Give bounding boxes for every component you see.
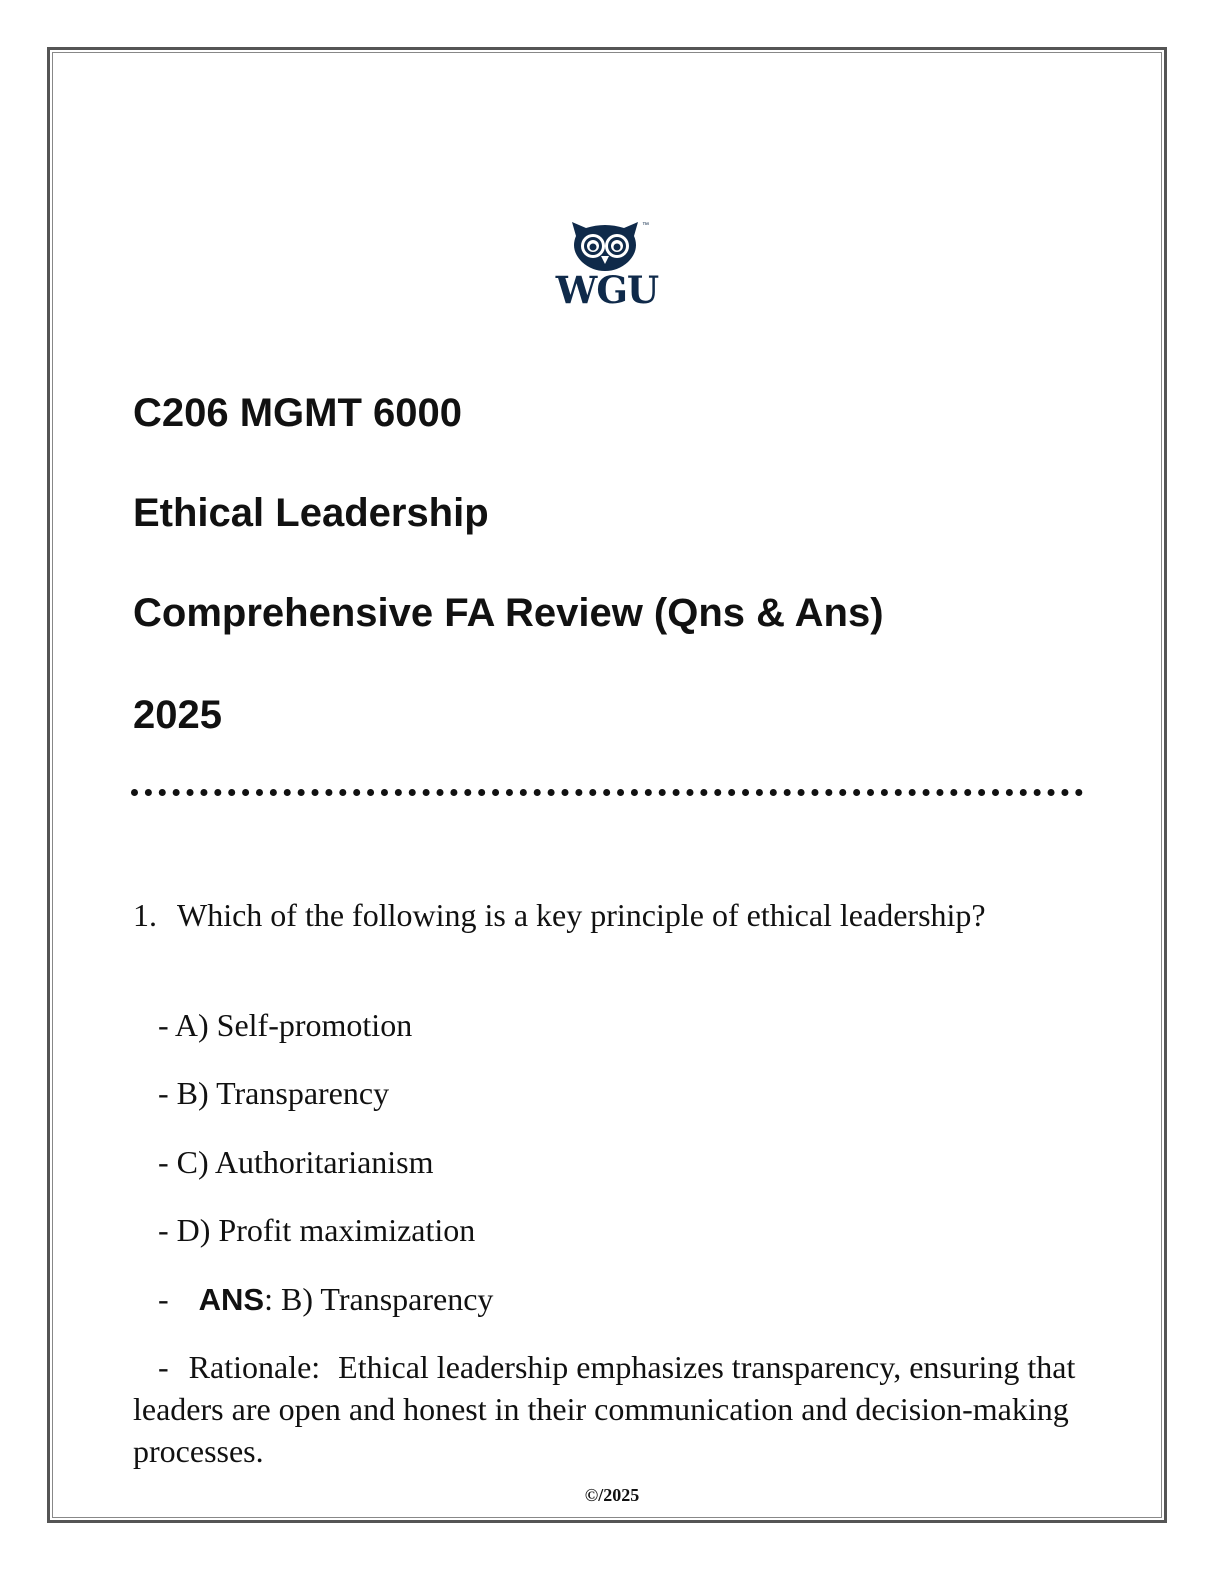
answer-text: : B) Transparency <box>264 1281 494 1317</box>
question-prompt: Which of the following is a key principle of ethical leadership? <box>177 897 986 933</box>
question-number: 1. <box>133 897 157 933</box>
course-code-heading: C206 MGMT 6000 <box>133 391 463 435</box>
document-type-heading: Comprehensive FA Review (Qns & Ans) <box>133 591 884 635</box>
trademark-symbol: ™ <box>642 222 649 229</box>
answer-label: ANS <box>198 1282 265 1317</box>
logo-wordmark: WGU <box>555 268 659 312</box>
rationale-paragraph <box>133 1346 1093 1472</box>
year-heading: 2025 <box>133 693 222 737</box>
question-text <box>133 894 1093 936</box>
course-name-heading: Ethical Leadership <box>133 491 489 535</box>
copyright-footer: ©/2025 <box>584 1485 640 1505</box>
rationale-text: Ethical leadership emphasizes transparency, ensuring that leaders are open and honest in their communication and decision-making processes. <box>133 1349 1076 1469</box>
dotted-divider <box>131 789 1083 796</box>
option-a: - A) Self-promotion <box>158 1007 413 1043</box>
option-d: - D) Profit maximization <box>158 1212 476 1248</box>
option-b: - B) Transparency <box>158 1075 390 1111</box>
option-c: - C) Authoritarianism <box>158 1144 434 1180</box>
rationale-label: Rationale: <box>188 1349 321 1385</box>
wgu-logo <box>552 218 662 314</box>
answer-line <box>158 1278 493 1321</box>
owl-icon <box>568 218 642 272</box>
rationale-dash: - <box>158 1349 169 1385</box>
answer-dash: - <box>158 1281 169 1317</box>
